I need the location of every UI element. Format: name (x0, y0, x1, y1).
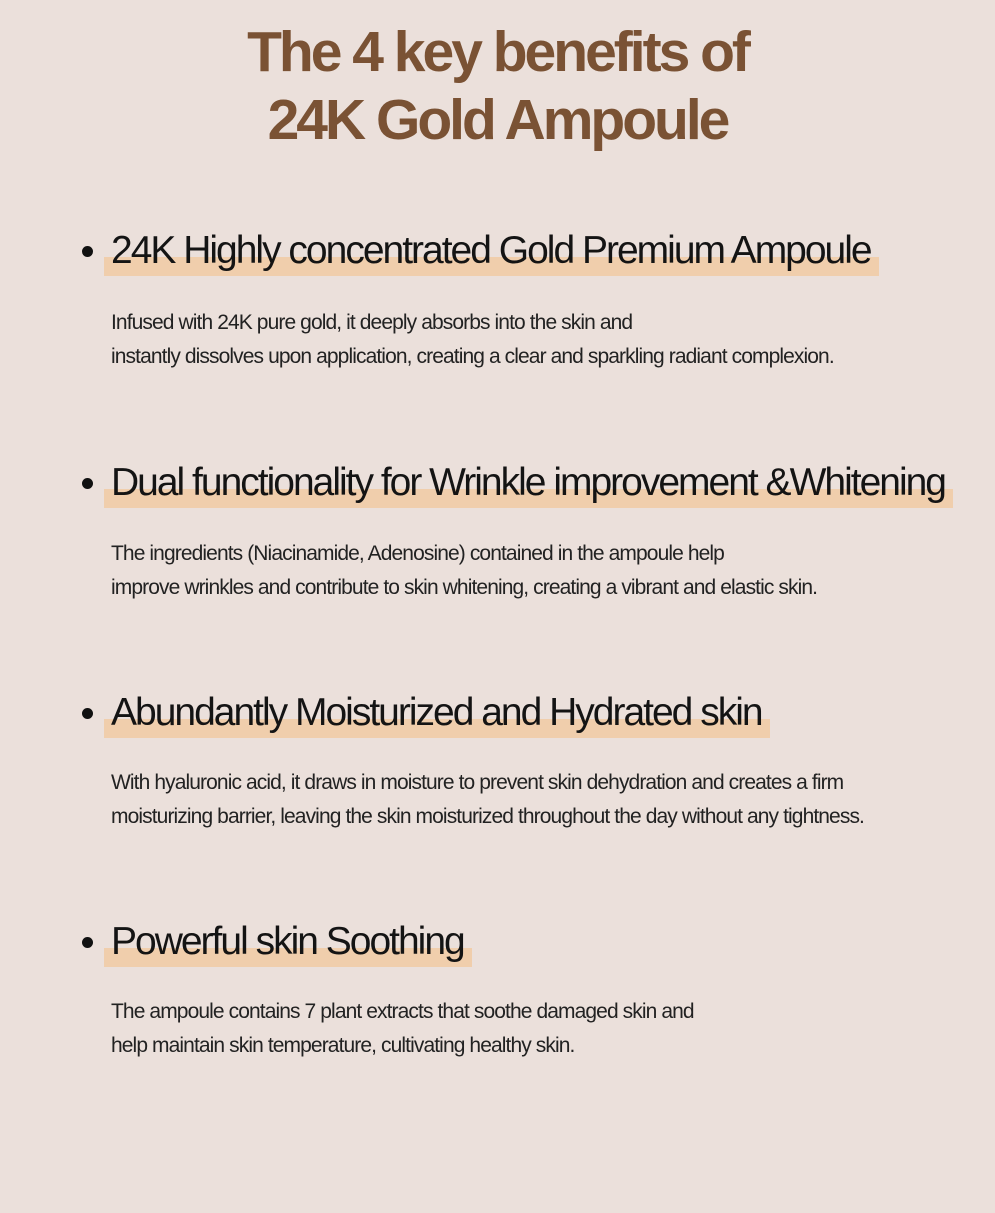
description-line-1: The ampoule contains 7 plant extracts that soothe damaged skin and (111, 1000, 694, 1023)
description-line-1: Infused with 24K pure gold, it deeply absorbs into the skin and (111, 311, 633, 334)
benefit-title (104, 452, 953, 522)
benefit-item-gold-premium (0, 220, 995, 368)
benefit-item-soothing (0, 911, 995, 1057)
benefit-description (111, 537, 981, 605)
benefit-title (104, 220, 879, 290)
page-headline (0, 18, 995, 154)
benefit-title-text: Powerful skin Soothing (111, 920, 464, 963)
bullet-icon (82, 478, 93, 489)
headline-line-1: The 4 key benefits of (247, 20, 748, 84)
benefit-heading (0, 220, 995, 290)
benefit-title (104, 682, 770, 752)
benefit-description (111, 766, 981, 834)
bullet-icon (82, 246, 93, 257)
benefit-title-text: Dual functionality for Wrinkle improvement &Whitening (111, 461, 945, 504)
description-line-2: instantly dissolves upon application, creating a clear and sparkling radiant complexion. (111, 345, 834, 368)
benefit-description (111, 995, 981, 1063)
benefit-heading (0, 682, 995, 752)
bullet-icon (82, 937, 93, 948)
benefit-heading (0, 911, 995, 981)
benefit-title-text: 24K Highly concentrated Gold Premium Ampoule (111, 229, 871, 272)
description-line-1: With hyaluronic acid, it draws in moisture to prevent skin dehydration and creates a firm (111, 771, 844, 794)
benefit-item-dual-functionality (0, 452, 995, 599)
bullet-icon (82, 708, 93, 719)
benefit-heading (0, 452, 995, 522)
benefit-description (111, 306, 981, 374)
headline-line-2: 24K Gold Ampoule (267, 88, 728, 152)
description-line-2: help maintain skin temperature, cultivating healthy skin. (111, 1034, 575, 1057)
benefit-title (104, 911, 472, 981)
description-line-1: The ingredients (Niacinamide, Adenosine) contained in the ampoule help (111, 542, 724, 565)
benefit-title-text: Abundantly Moisturized and Hydrated skin (111, 691, 762, 734)
description-line-2: moisturizing barrier, leaving the skin moisturized throughout the day without any tightness. (111, 805, 864, 828)
benefit-item-moisturized (0, 682, 995, 828)
description-line-2: improve wrinkles and contribute to skin whitening, creating a vibrant and elastic skin. (111, 576, 818, 599)
